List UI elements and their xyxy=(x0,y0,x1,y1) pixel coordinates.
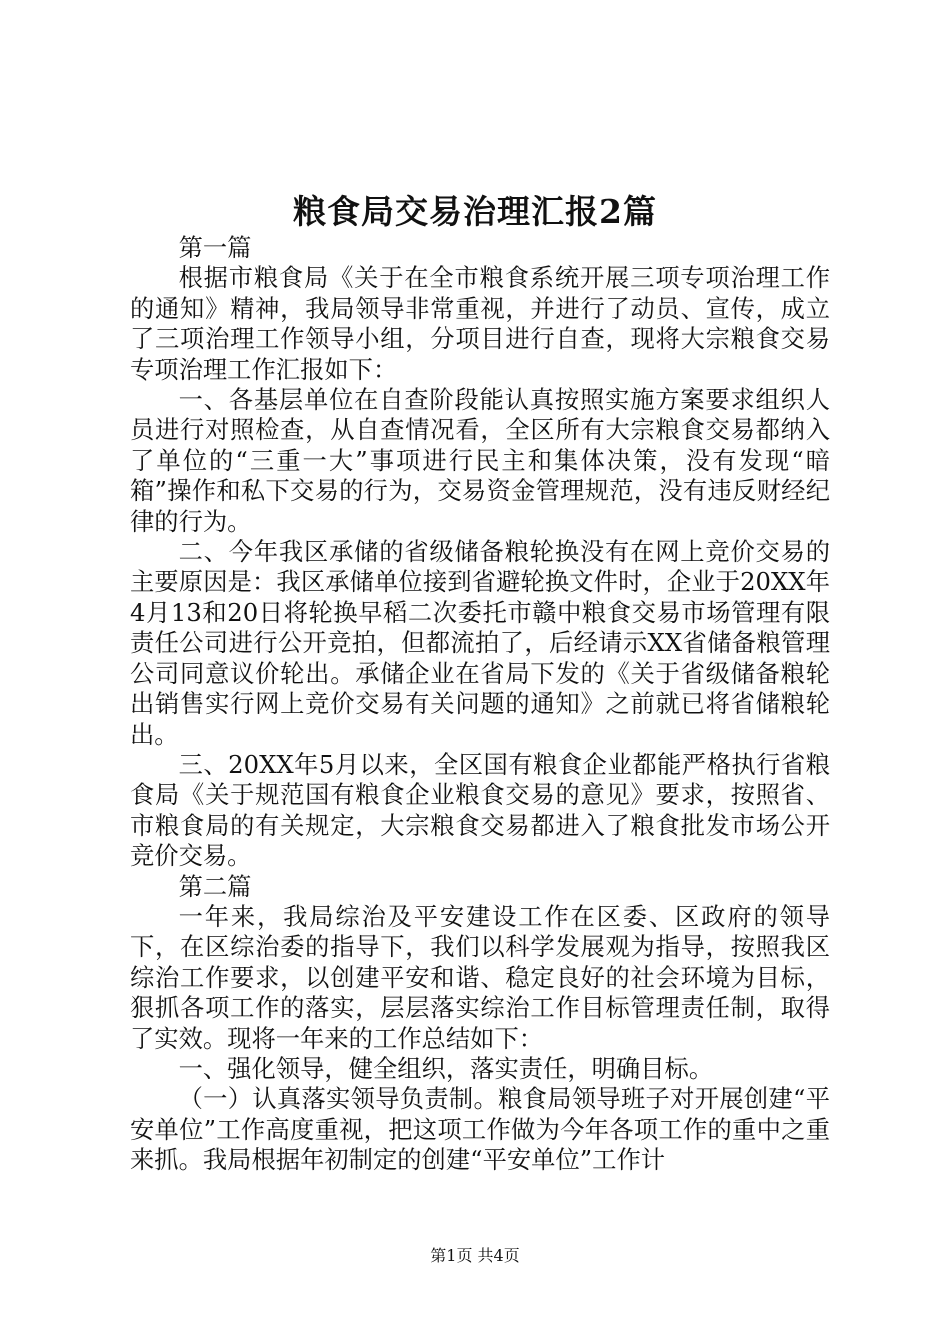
paragraph: 一、各基层单位在自查阶段能认真按照实施方案要求组织人员进行对照检查，从自查情况看，全区所有大宗粮食交易都纳入了单位的“三重一大”事项进行民主和集体决策，没有发现“暗箱”操作和私下交易的行为，交易资金管理规范，没有违反财经纪律的行为。 xyxy=(130,385,830,536)
paragraph: 一年来，我局综治及平安建设工作在区委、区政府的领导下，在区综治委的指导下，我们以科学发展观为指导，按照我区综治工作要求，以创建平安和谐、稳定良好的社会环境为目标，狠抓各项工作的落实，层层落实综治工作目标管理责任制，取得了实效。现将一年来的工作总结如下： xyxy=(130,901,830,1053)
paragraph: 根据市粮食局《关于在全市粮食系统开展三项专项治理工作的通知》精神，我局领导非常重视，并进行了动员、宣传，成立了三项治理工作领导小组，分项目进行自查，现将大宗粮食交易专项治理工作汇报如下： xyxy=(130,263,830,384)
paragraph: 一、强化领导，健全组织，落实责任，明确目标。 xyxy=(178,1053,714,1083)
document-body xyxy=(130,233,830,1176)
paragraph: 二、今年我区承储的省级储备粮轮换没有在网上竞价交易的主要原因是：我区承储单位接到省避轮换文件时，企业于20XX年4月13和20日将轮换早稻二次委托市赣中粮食交易市场管理有限责任公司进行公开竞拍，但都流拍了，后经请示XX省储备粮管理公司同意议价轮出。承储企业在省局下发的《关于省级储备粮轮出销售实行网上竞价交易有关问题的通知》之前就已将省储粮轮出。 xyxy=(130,537,830,749)
document-title: 粮食局交易治理汇报2篇 xyxy=(293,192,657,231)
paragraph: 三、20XX年5月以来，全区国有粮食企业都能严格执行省粮食局《关于规范国有粮食企业粮食交易的意见》要求，按照省、市粮食局的有关规定，大宗粮食交易都进入了粮食批发市场公开竞价交易。 xyxy=(130,749,830,871)
section-heading: 第一篇 xyxy=(178,233,252,262)
section-heading: 第二篇 xyxy=(178,871,252,901)
paragraph: （一）认真落实领导负责制。粮食局领导班子对开展创建“平安单位”工作高度重视，把这项工作做为今年各项工作的重中之重来抓。我局根据年初制定的创建“平安单位”工作计 xyxy=(130,1084,830,1175)
page-number-footer: 第1页 共4页 xyxy=(430,1246,520,1265)
